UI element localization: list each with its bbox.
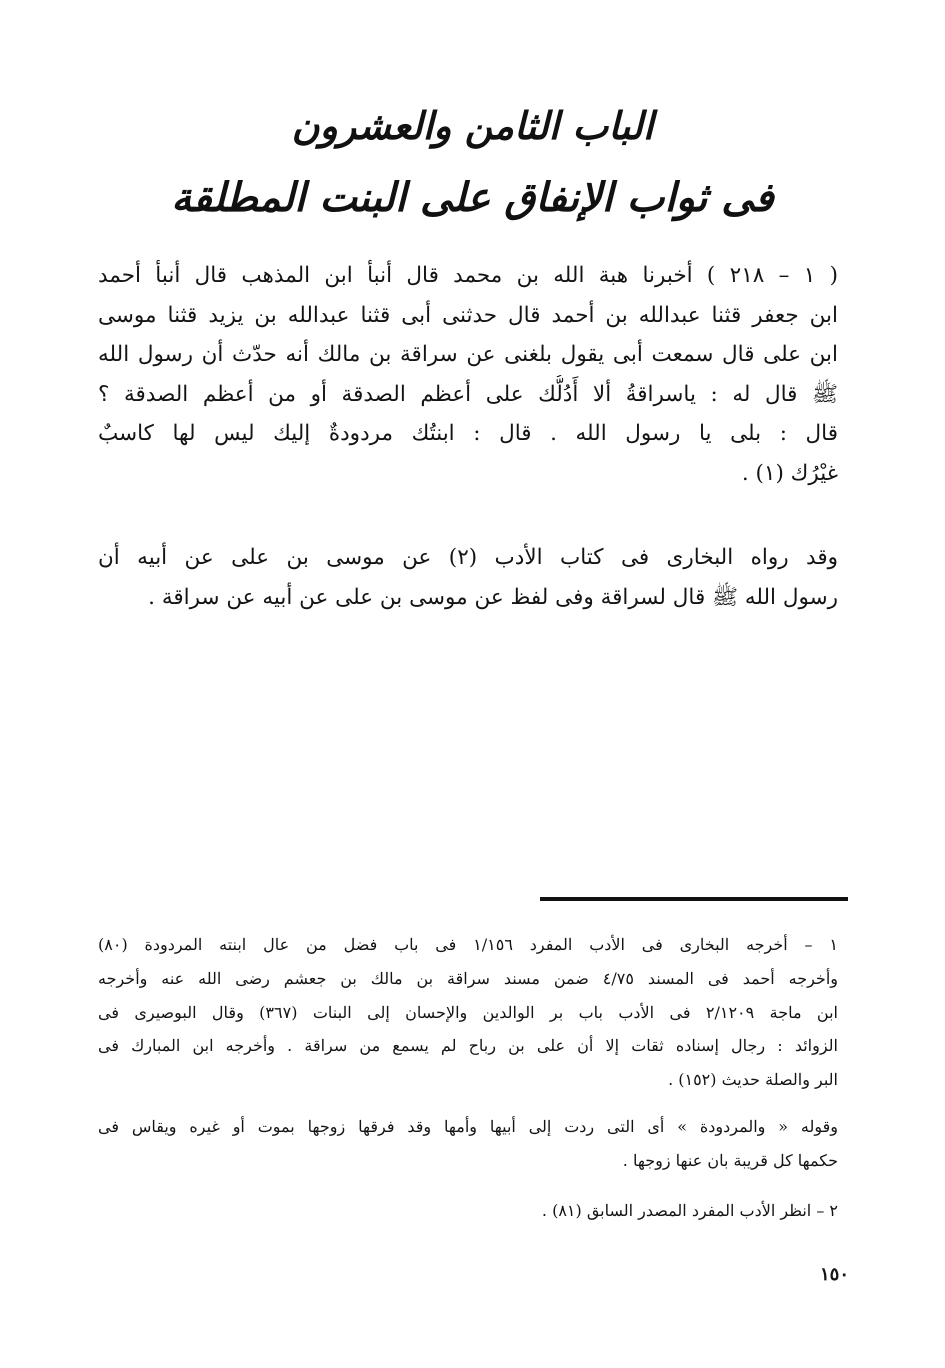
footnote-line: وقوله « والمردودة » أى التى ردت إلى أبيها وأمها وقد فرقها زوجها بموت أو غيره ويقاس فى	[98, 1117, 838, 1136]
footnote-1-commentary	[98, 1110, 838, 1178]
hadith-line: قال : بلى يا رسول الله . قال : ابنتُك مردودةٌ إليك ليس لها كاسبٌ	[98, 421, 838, 446]
narration-line: وقد رواه البخارى فى كتاب الأدب (٢) عن موسى بن على عن أبيه أن	[98, 545, 838, 570]
hadith-line: ابن على قال سمعت أبى يقول بلغنى عن سراقة بن مالك أنه حدّث أن رسول الله	[98, 342, 838, 367]
footnote-line: ابن ماجة ٢/١٢٠٩ فى الأدب باب بر الوالدين والإحسان إلى البنات (٣٦٧) وقال البوصيرى فى	[98, 1002, 838, 1022]
footnote-line: البر والصلة حديث (١٥٢) .	[668, 1070, 838, 1090]
hadith-line: ( ١ – ٢١٨ ) أخبرنا هبة الله بن محمد قال أنبأ ابن المذهب قال أنبأ أحمد	[98, 263, 838, 288]
hadith-line: ﷺ قال له : ياسراقةُ ألا أَدُلُّك على أعظم الصدقة أو من أعظم الصدقة ؟	[98, 381, 838, 407]
footnote-1	[98, 928, 838, 1097]
footnote-line: ١ – أخرجه البخارى فى الأدب المفرد ١/١٥٦ فى باب فضل من عال ابنته المردودة (٨٠)	[98, 935, 838, 954]
footnote-separator	[540, 897, 848, 901]
footnote-line: الزوائد : رجال إسناده ثقات إلا أن على بن رباح لم يسمع من سراقة . وأخرجه ابن المبارك فى	[98, 1036, 838, 1056]
narration-line: رسول الله ﷺ قال لسراقة وفى لفظ عن موسى بن على عن أبيه عن سراقة .	[148, 584, 838, 610]
hadith-line: ابن جعفر قثنا عبدالله بن أحمد قال حدثنى أبى قثنا عبدالله بن يزيد قثنا موسى	[98, 302, 838, 328]
chapter-title: الباب الثامن والعشرون	[291, 103, 654, 148]
footnote-line: حكمها كل قريبة بان عنها زوجها .	[622, 1150, 838, 1170]
hadith-paragraph	[98, 256, 838, 493]
hadith-line: غيْرُك (١) .	[741, 460, 838, 486]
chapter-subtitle: فى ثواب الإنفاق على البنت المطلقة	[171, 174, 774, 221]
page-number: ١٥٠	[819, 1264, 849, 1285]
footnote-line: ٢ – انظر الأدب المفرد المصدر السابق (٨١) .	[541, 1201, 838, 1220]
footnote-2	[98, 1194, 838, 1228]
footnote-line: وأخرجه أحمد فى المسند ٤/٧٥ ضمن مسند سراقة بن مالك بن جعشم رضى الله عنه وأخرجه	[98, 968, 838, 988]
narration-paragraph	[98, 538, 838, 617]
